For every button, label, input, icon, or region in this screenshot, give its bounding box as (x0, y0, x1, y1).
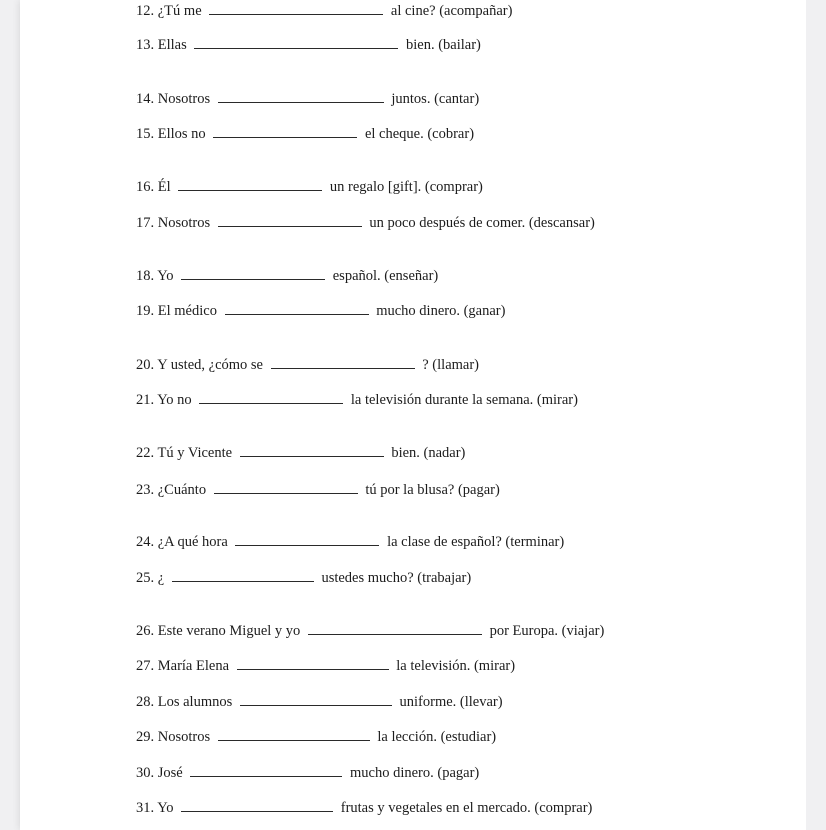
answer-blank[interactable] (308, 621, 482, 635)
item-number: 27. (136, 658, 155, 674)
item-prompt: Los alumnos (157, 694, 233, 710)
exercise-item-31 (136, 798, 592, 817)
item-hint: el cheque. (cobrar) (364, 126, 475, 142)
answer-blank[interactable] (178, 177, 322, 191)
exercise-item-19 (136, 301, 505, 320)
page-margin-right (806, 0, 826, 830)
exercise-item-27 (136, 656, 515, 675)
item-prompt: Nosotros (157, 215, 211, 231)
answer-blank[interactable] (271, 355, 415, 369)
item-prompt: ¿Cuánto (157, 482, 207, 498)
item-hint: juntos. (cantar) (391, 91, 480, 107)
item-number: 22. (136, 445, 155, 461)
item-number: 19. (136, 303, 155, 319)
item-number: 14. (136, 91, 155, 107)
item-hint: mucho dinero. (ganar) (376, 303, 506, 319)
exercise-item-21 (136, 390, 578, 409)
exercise-item-20 (136, 355, 479, 374)
item-prompt: Yo (157, 800, 174, 816)
answer-blank[interactable] (237, 656, 389, 670)
item-prompt: Y usted, ¿cómo se (157, 357, 263, 373)
item-hint: la lección. (estudiar) (377, 729, 497, 745)
item-hint: frutas y vegetales en el mercado. (comprar) (340, 800, 593, 816)
item-number: 31. (136, 800, 155, 816)
item-hint: al cine? (acompañar) (390, 3, 513, 19)
item-number: 25. (136, 570, 155, 586)
item-hint: ? (llamar) (422, 357, 480, 373)
item-number: 12. (136, 3, 155, 19)
answer-blank[interactable] (199, 390, 343, 404)
exercise-item-25 (136, 568, 471, 587)
answer-blank[interactable] (235, 532, 379, 546)
item-hint: mucho dinero. (pagar) (349, 765, 480, 781)
item-prompt: Tú y Vicente (157, 445, 233, 461)
item-prompt: José (157, 765, 183, 781)
page-margin-left (0, 0, 20, 830)
answer-blank[interactable] (240, 443, 384, 457)
item-hint: la clase de español? (terminar) (387, 534, 565, 550)
exercise-item-23 (136, 480, 500, 499)
answer-blank[interactable] (218, 89, 384, 103)
item-prompt: ¿Tú me (157, 3, 202, 19)
item-number: 26. (136, 623, 155, 639)
answer-blank[interactable] (190, 763, 342, 777)
item-prompt: Ellas (157, 37, 187, 53)
exercise-item-14 (136, 89, 479, 108)
item-prompt: Él (157, 179, 171, 195)
item-prompt: Ellos no (157, 126, 206, 142)
item-number: 20. (136, 357, 155, 373)
answer-blank[interactable] (214, 480, 358, 494)
answer-blank[interactable] (181, 266, 325, 280)
item-number: 28. (136, 694, 155, 710)
item-number: 15. (136, 126, 155, 142)
answer-blank[interactable] (172, 568, 314, 582)
item-number: 13. (136, 37, 155, 53)
exercise-item-12 (136, 1, 512, 20)
answer-blank[interactable] (240, 692, 392, 706)
answer-blank[interactable] (225, 301, 369, 315)
exercise-item-30 (136, 763, 479, 782)
item-hint: español. (enseñar) (332, 268, 439, 284)
item-number: 23. (136, 482, 155, 498)
item-hint: un regalo [gift]. (comprar) (329, 179, 483, 195)
exercise-item-29 (136, 727, 496, 746)
item-number: 18. (136, 268, 155, 284)
exercise-item-26 (136, 621, 604, 640)
item-number: 29. (136, 729, 155, 745)
item-prompt: Nosotros (157, 729, 211, 745)
item-hint: un poco después de comer. (descansar) (369, 215, 595, 231)
item-hint: la televisión durante la semana. (mirar) (350, 392, 578, 408)
item-number: 16. (136, 179, 155, 195)
item-prompt: Este verano Miguel y yo (157, 623, 301, 639)
item-number: 21. (136, 392, 155, 408)
answer-blank[interactable] (218, 727, 370, 741)
item-number: 17. (136, 215, 155, 231)
answer-blank[interactable] (181, 798, 333, 812)
exercise-item-13 (136, 35, 481, 54)
exercise-item-18 (136, 266, 438, 285)
exercise-item-15 (136, 124, 474, 143)
answer-blank[interactable] (209, 1, 383, 15)
item-hint: bien. (nadar) (391, 445, 466, 461)
item-prompt: María Elena (157, 658, 230, 674)
exercise-item-22 (136, 443, 465, 462)
item-prompt: El médico (157, 303, 217, 319)
item-prompt: Yo (157, 268, 174, 284)
item-number: 30. (136, 765, 155, 781)
item-hint: la televisión. (mirar) (396, 658, 516, 674)
exercise-item-28 (136, 692, 503, 711)
item-prompt: ¿A qué hora (157, 534, 228, 550)
item-prompt: Nosotros (157, 91, 211, 107)
item-hint: uniforme. (llevar) (399, 694, 503, 710)
exercise-item-16 (136, 177, 483, 196)
answer-blank[interactable] (218, 213, 362, 227)
item-prompt: Yo no (157, 392, 192, 408)
item-hint: bien. (bailar) (406, 37, 481, 53)
item-number: 24. (136, 534, 155, 550)
answer-blank[interactable] (194, 35, 398, 49)
item-hint: por Europa. (viajar) (489, 623, 605, 639)
answer-blank[interactable] (213, 124, 357, 138)
item-hint: ustedes mucho? (trabajar) (321, 570, 472, 586)
item-hint: tú por la blusa? (pagar) (365, 482, 500, 498)
exercise-item-17 (136, 213, 595, 232)
item-prompt: ¿ (157, 570, 165, 586)
exercise-item-24 (136, 532, 564, 551)
